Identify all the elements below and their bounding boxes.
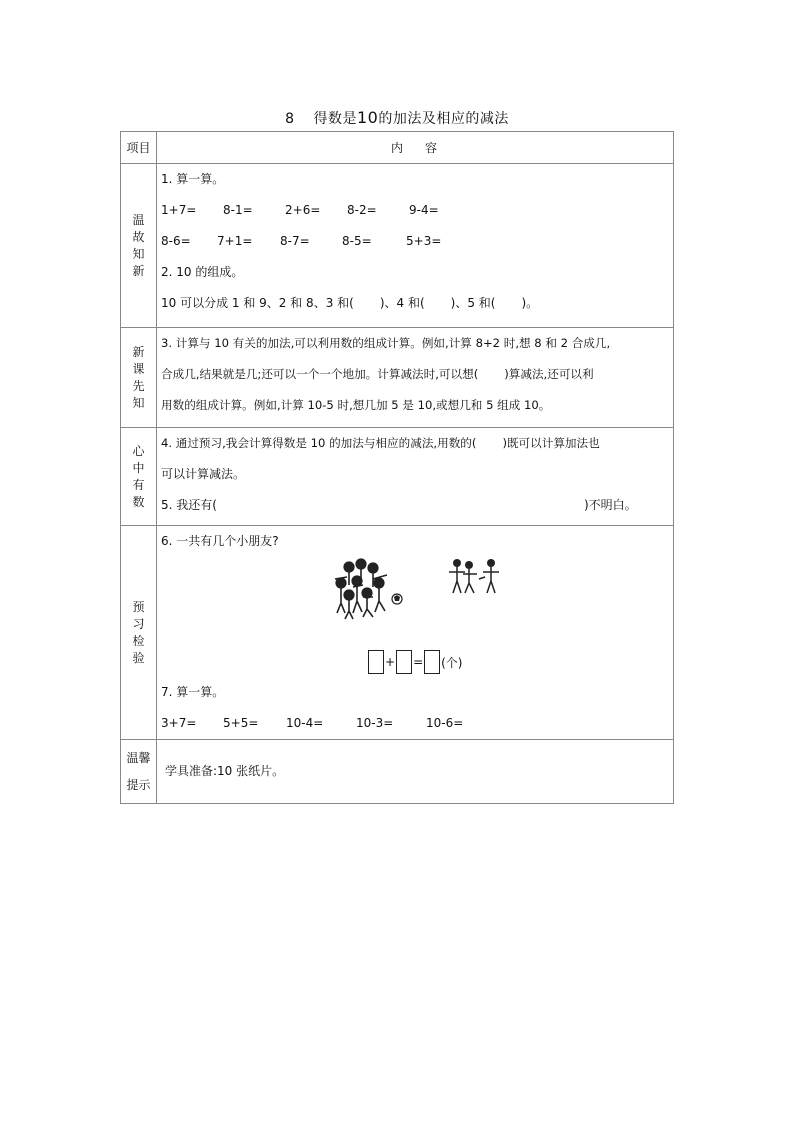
label-char: 新 [132,344,145,359]
equation: 9-4= [409,203,439,217]
title-pre: 得数是 [313,111,357,127]
section-tips [121,740,674,804]
section-content-check [157,526,674,740]
text-part: 4. 通过预习,我会计算得数是 10 的加法与相应的减法,用数的( [161,436,477,450]
unit-label: (个) [441,655,463,670]
equals-sign: = [413,655,424,669]
label-char: 中 [132,460,145,475]
equation-row-1 [157,195,673,226]
question-5 [157,490,673,521]
answer-box[interactable] [424,650,440,674]
header-content-a: 内 [390,141,405,155]
tips-text: 学具准备:10 张纸片。 [165,764,285,778]
section-label-mind [121,428,157,526]
section-label-tips [121,740,157,804]
label-char: 预 [132,599,145,614]
label-char: 温 [132,212,145,227]
section-mind [121,428,674,526]
header-content-b: 容 [425,141,440,155]
equation-row-3 [157,708,673,739]
tips-label-a: 温馨 [126,750,151,765]
question-1: 1. 算一算。 [161,172,225,186]
equation: 10-6= [426,716,464,730]
question-4-line-2: 可以计算减法。 [161,467,246,481]
header-content [157,132,674,164]
answer-equation-boxes [368,650,464,674]
text-part: 合成几,结果就是几;还可以一个一个地加。计算减法时,可以想( [161,367,479,381]
title-post: 的加法及相应的减法 [378,111,509,127]
answer-box[interactable] [396,650,412,674]
section-preview [121,328,674,428]
label-char: 验 [132,650,145,665]
equation: 8-5= [342,234,372,248]
equation: 5+5= [223,716,259,730]
text-part: )。 [521,296,539,310]
question-6: 6. 一共有几个小朋友? [161,534,279,548]
children-group-right-illustration [445,557,505,597]
section-content-review [157,164,674,328]
label-char: 知 [132,395,145,410]
section-label-review [121,164,157,328]
equation: 3+7= [161,716,197,730]
tips-label-b: 提示 [126,777,151,792]
composition-line [157,288,673,319]
answer-box[interactable] [368,650,384,674]
label-char: 知 [132,246,145,261]
children-picture-area [157,557,673,670]
label-char: 先 [132,378,145,393]
equation: 8-7= [280,234,310,248]
equation: 8-6= [161,234,191,248]
question-3-line-2 [157,359,673,390]
section-content-tips [157,740,674,804]
equation: 8-2= [347,203,377,217]
text-part: )算减法,还可以利 [504,367,594,381]
question-7: 7. 算一算。 [161,685,225,699]
question-4-line-1 [157,428,673,459]
lesson-number: 8 [285,111,295,127]
section-content-mind [157,428,674,526]
label-char: 课 [132,361,145,376]
section-content-preview [157,328,674,428]
equation-row-2 [157,226,673,257]
page-title [0,108,794,128]
equation: 5+3= [406,234,442,248]
text-part: )既可以计算加法也 [502,436,600,450]
label-char: 习 [132,616,145,631]
section-label-check [121,526,157,740]
text-part: 5. 我还有( [161,498,217,512]
equation: 10-4= [286,716,324,730]
plus-sign: + [385,655,396,669]
section-label-preview [121,328,157,428]
section-check [121,526,674,740]
children-group-left-illustration [327,557,407,621]
label-char: 检 [132,633,145,648]
header-item: 项目 [121,132,157,164]
label-char: 有 [132,477,145,492]
text-part: 10 可以分成 1 和 9、2 和 8、3 和( [161,296,354,310]
question-3-line-3: 用数的组成计算。例如,计算 10-5 时,想几加 5 是 10,或想几和 5 组成 10。 [161,398,551,412]
equation: 1+7= [161,203,197,217]
equation: 7+1= [217,234,253,248]
worksheet-table [120,131,674,804]
text-part: )不明白。 [583,498,637,512]
label-char: 心 [132,443,145,458]
label-char: 数 [132,494,145,509]
label-char: 新 [132,263,145,278]
text-part: )、5 和( [450,296,496,310]
label-char: 故 [132,229,145,244]
equation: 10-3= [356,716,394,730]
question-3-line-1: 3. 计算与 10 有关的加法,可以利用数的组成计算。例如,计算 8+2 时,想 8 和 2 合成几, [161,336,611,350]
section-review [121,164,674,328]
question-2: 2. 10 的组成。 [161,265,244,279]
title-ten: 10 [357,108,379,127]
equation: 8-1= [223,203,253,217]
header-row [121,132,674,164]
text-part: )、4 和( [379,296,425,310]
equation: 2+6= [285,203,321,217]
